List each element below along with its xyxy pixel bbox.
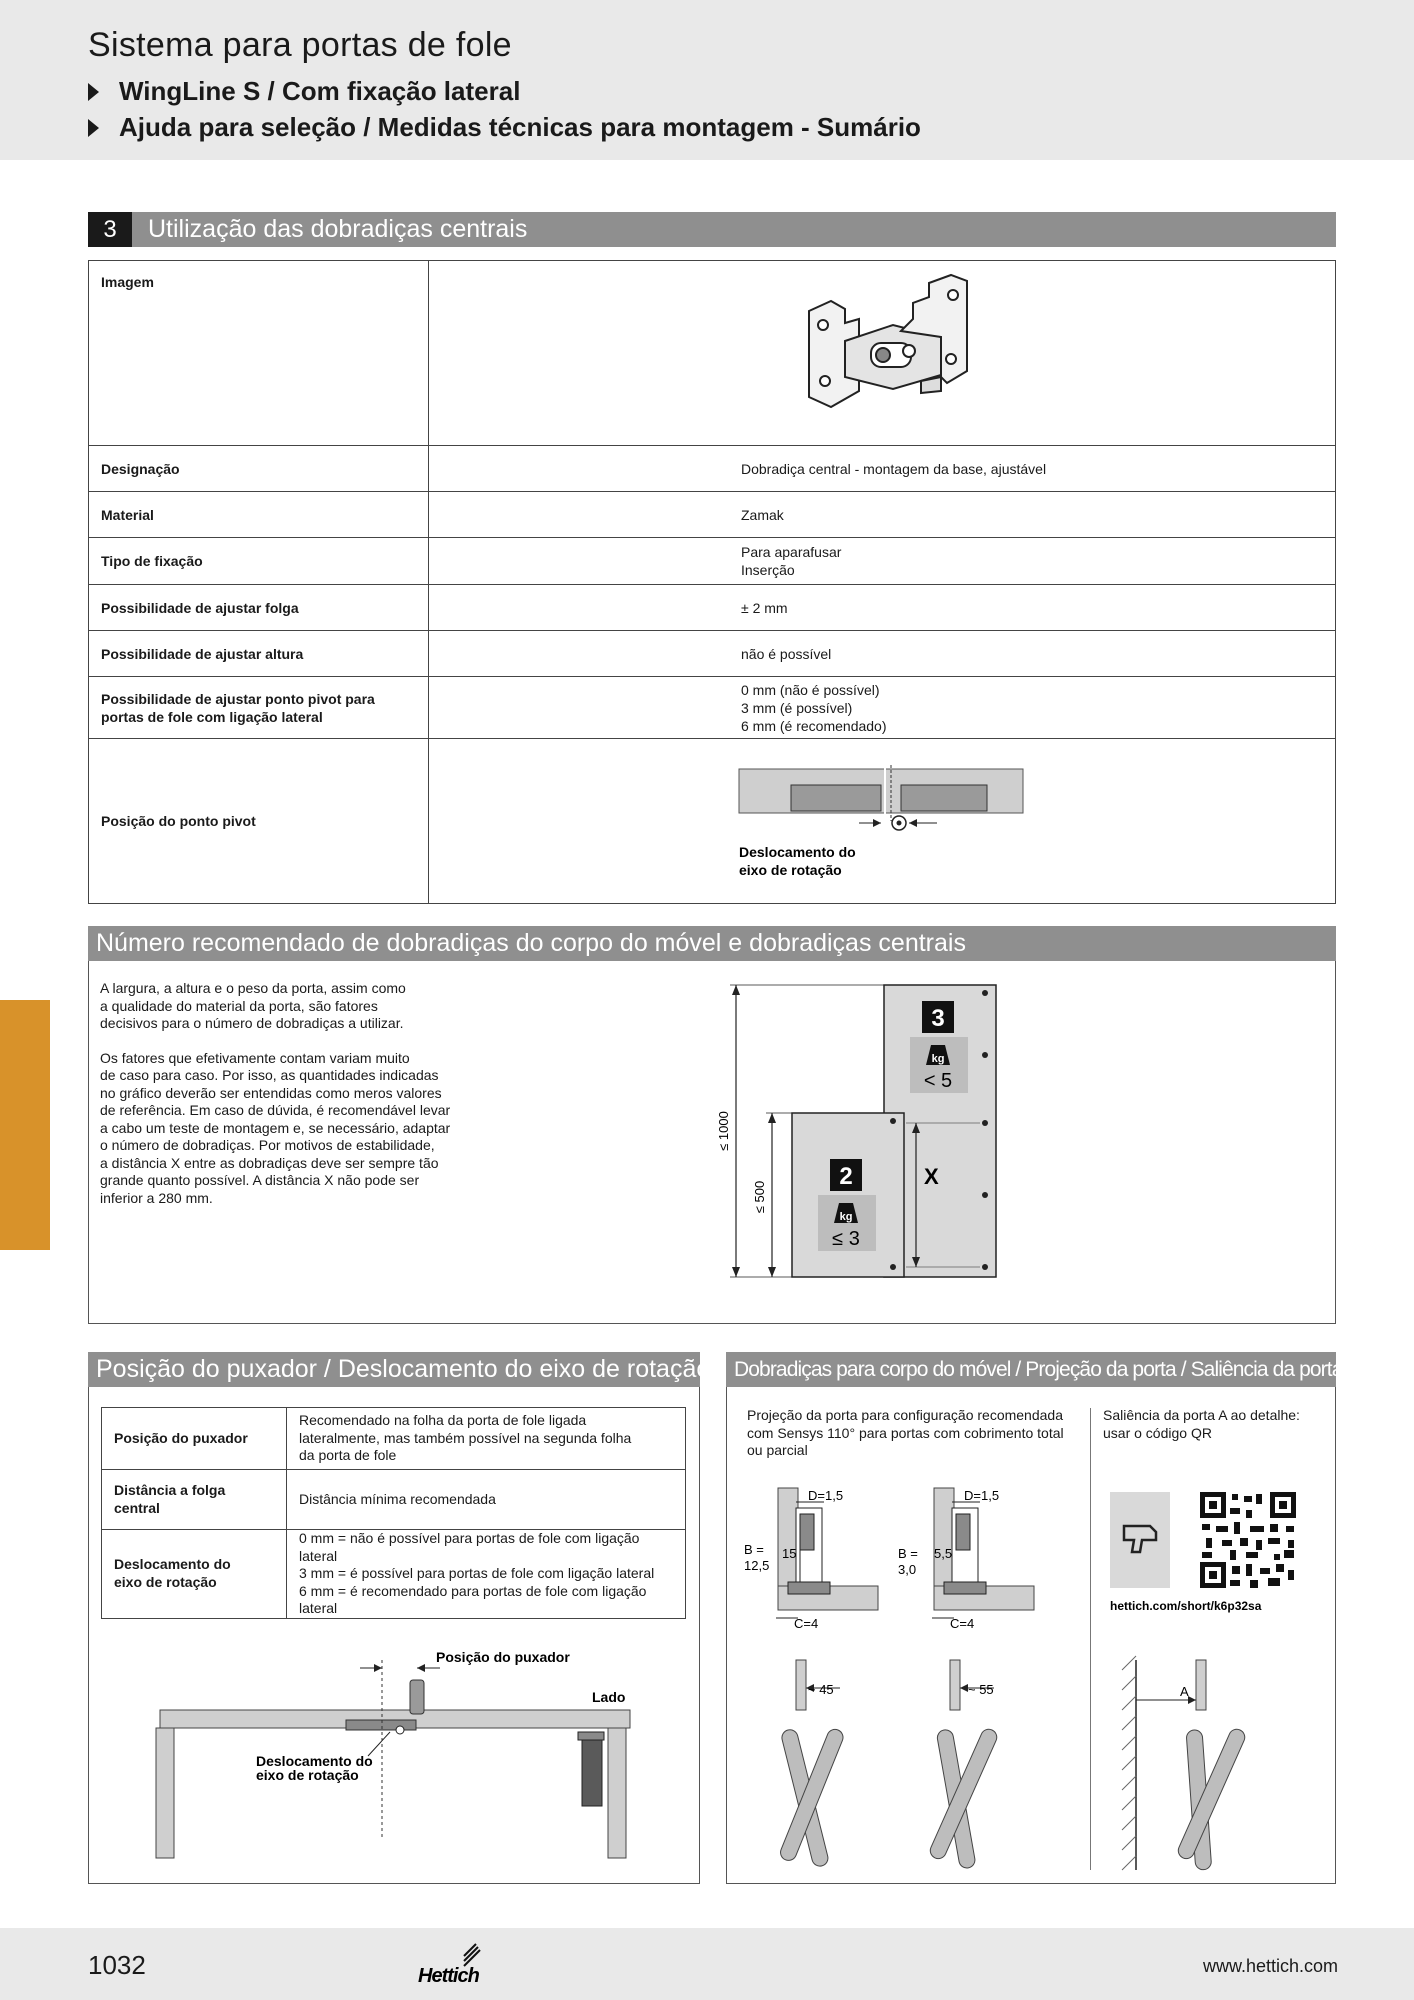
page-footer <box>0 1928 1414 2000</box>
footer-url[interactable]: www.hettich.com <box>1202 1956 1338 1976</box>
hinge-count-title: Número recomendado de dobradiças do corpo do móvel e dobradiças centrais <box>96 929 966 957</box>
table-row <box>89 631 1336 677</box>
text-line: a cabo um teste de montagem e, se necessário, adaptar <box>100 1119 451 1136</box>
row-key: Posição do ponto pivot <box>89 739 429 904</box>
row-key: Possibilidade de ajustar altura <box>89 631 429 677</box>
table-row <box>102 1408 686 1470</box>
qr-code-icon <box>1200 1492 1296 1588</box>
table-row <box>89 677 1336 739</box>
section-3-table <box>88 260 1336 904</box>
projection-diagram-1 <box>740 1478 890 1638</box>
brand-name: Hettich <box>418 1965 479 1986</box>
d2-B1: B = <box>898 1546 918 1561</box>
table-row <box>89 585 1336 631</box>
hettich-logo <box>418 1942 498 1991</box>
dim-large-label: ≤ 1000 <box>716 1111 731 1151</box>
table-row <box>89 261 1336 446</box>
value-line: da porta de fole <box>299 1447 397 1464</box>
text-line: Projeção da porta para configuração recomendada <box>747 1407 1063 1423</box>
key-line: Possibilidade de ajustar ponto pivot para <box>101 690 375 707</box>
text-line: o número de dobradiças. Por motivos de estabilidade, <box>100 1137 435 1153</box>
text-line: Saliência da porta A ao detalhe: <box>1103 1407 1300 1423</box>
table-row <box>102 1470 686 1530</box>
weight-small-label: ≤ 3 <box>832 1228 860 1250</box>
value-line: 6 mm = é recomendado para portas de fole com ligação lateral <box>299 1582 647 1616</box>
value-line: 3 mm (é possível) <box>741 699 853 716</box>
hinge-image-cell <box>429 261 1336 446</box>
handle-diagram <box>150 1640 650 1860</box>
value-line: Para aparafusar <box>741 544 842 560</box>
hinge-count-text <box>100 980 560 1207</box>
text-line: com Sensys 110° para portas com cobrimento total <box>747 1424 1064 1441</box>
row-key: Designação <box>89 446 429 492</box>
row-key <box>89 677 429 739</box>
text-line: de caso para caso. Por isso, as quantidades indicadas <box>100 1067 439 1083</box>
row-value <box>429 677 1336 739</box>
hinges-bar <box>726 1352 1343 1387</box>
qr-block <box>1110 1492 1300 1614</box>
row-value: Zamak <box>429 492 1336 538</box>
d2-D: D=1,5 <box>964 1488 1000 1503</box>
projection-text <box>747 1407 1087 1460</box>
page-subtitle-1 <box>88 76 520 107</box>
pivot-label-2: eixo de rotação <box>739 862 842 878</box>
value-line: Recomendado na folha da porta de fole ligada <box>299 1412 587 1429</box>
d1-B1: B = <box>744 1542 764 1557</box>
row-key: Distância a folga central <box>102 1470 287 1530</box>
row-key: Imagem <box>89 261 429 446</box>
page-subtitle-2 <box>88 112 921 143</box>
text-line: a qualidade do material da porta, são fatores <box>100 997 378 1014</box>
key-line: Deslocamento do <box>114 1556 231 1573</box>
hinge-count-bar <box>88 926 1336 961</box>
shift-label-2: eixo de rotação <box>256 1767 359 1783</box>
key-line: portas de fole com ligação lateral <box>101 708 323 725</box>
text-line: a distância X entre as dobradiças deve ser sempre tão <box>100 1154 439 1171</box>
count-large-label: 3 <box>931 1005 945 1032</box>
qr-url: hettich.com/short/k6p32sa <box>1110 1599 1262 1613</box>
section-number: 3 <box>88 212 132 247</box>
handle-pos-label: Posição do puxador <box>436 1649 570 1665</box>
text-line: Os fatores que efetivamente contam variam muito <box>100 1049 410 1066</box>
side-label: Lado <box>592 1689 626 1705</box>
hinge-count-diagram <box>700 975 1020 1285</box>
text-line: de referência. Em caso de dúvida, é recomendável levar <box>100 1102 451 1118</box>
page-number: 1032 <box>88 1950 146 1980</box>
row-key: Posição do puxador <box>102 1408 287 1470</box>
pivot-diagram-cell <box>429 739 1336 904</box>
kg-label: kg <box>931 1053 945 1065</box>
value-line: 6 mm (é recomendado) <box>741 717 887 734</box>
text-line: ou parcial <box>747 1442 808 1458</box>
page-header <box>0 0 1414 160</box>
table-row <box>89 492 1336 538</box>
weight-large-label: < 5 <box>923 1070 953 1092</box>
d1-H: 15 <box>782 1546 797 1561</box>
row-key: Possibilidade de ajustar folga <box>89 585 429 631</box>
d1-angle: ~ 45 <box>808 1682 834 1697</box>
d2-angle: ~ 55 <box>968 1682 994 1697</box>
dist-x-label: X <box>924 1164 939 1189</box>
value-line: lateralmente, mas também possível na segunda folha <box>299 1429 632 1446</box>
table-row <box>89 739 1336 904</box>
text-line: grande quanto possível. A distância X não pode ser <box>100 1172 420 1188</box>
pivot-position-diagram <box>429 739 1335 899</box>
value-line: 3 mm = é possível para portas de fole com ligação lateral <box>299 1565 655 1581</box>
hettich-logo-icon <box>418 1942 498 1986</box>
page-title: Sistema para portas de fole <box>88 26 512 64</box>
chapter-side-tab <box>0 1000 50 1250</box>
table-row <box>89 446 1336 492</box>
text-line: decisivos para o número de dobradiças a utilizar. <box>100 1015 404 1031</box>
row-value <box>287 1530 686 1619</box>
d1-C: C=4 <box>794 1616 819 1631</box>
row-value: Distância mínima recomendada <box>287 1470 686 1530</box>
overhang-text <box>1103 1407 1333 1442</box>
subtitle-2-text: Ajuda para seleção / Medidas técnicas para montagem - Sumário <box>119 112 921 142</box>
text-line: A largura, a altura e o peso da porta, assim como <box>100 980 406 996</box>
triangle-bullet-icon <box>88 119 99 137</box>
table-row <box>102 1530 686 1619</box>
row-value: ± 2 mm <box>429 585 1336 631</box>
row-key: Tipo de fixação <box>89 538 429 585</box>
d3-A: A <box>1180 1684 1189 1699</box>
row-key: Material <box>89 492 429 538</box>
key-line: eixo de rotação <box>114 1573 217 1590</box>
row-value: não é possível <box>429 631 1336 677</box>
door-angle-diagrams <box>740 1650 1330 1878</box>
d2-B2: 3,0 <box>898 1562 917 1577</box>
pivot-label-1: Deslocamento do <box>739 844 856 860</box>
handle-bar <box>88 1352 711 1387</box>
row-key <box>102 1530 287 1619</box>
row-value <box>287 1408 686 1470</box>
subtitle-1-text: WingLine S / Com fixação lateral <box>119 76 521 106</box>
text-line: no gráfico deverão ser entendidas como meros valores <box>100 1084 442 1101</box>
triangle-bullet-icon <box>88 83 99 101</box>
shift-label-1: Deslocamento do <box>256 1753 373 1769</box>
hinges-title: Dobradiças para corpo do móvel / Projeção da porta / Saliência da porta <box>734 1357 1343 1381</box>
section-3-title: Utilização das dobradiças centrais <box>148 215 528 243</box>
handle-title: Posição do puxador / Deslocamento do eixo de rotação <box>96 1355 711 1383</box>
value-line: 0 mm = não é possível para portas de fole com ligação lateral <box>299 1530 640 1564</box>
projection-diagram-2 <box>890 1478 1040 1638</box>
count-small-label: 2 <box>839 1163 853 1190</box>
text-line: inferior a 280 mm. <box>100 1189 213 1206</box>
row-value <box>429 538 1336 585</box>
section-3-bar <box>88 212 1336 247</box>
text-line: usar o código QR <box>1103 1424 1212 1441</box>
row-value: Dobradiça central - montagem da base, ajustável <box>429 446 1336 492</box>
d1-D: D=1,5 <box>808 1488 844 1503</box>
handle-table <box>101 1407 686 1619</box>
value-line: 0 mm (não é possível) <box>741 681 880 698</box>
d2-C: C=4 <box>950 1616 975 1631</box>
d1-B2: 12,5 <box>744 1558 770 1573</box>
dim-small-label: ≤ 500 <box>752 1180 767 1214</box>
table-row <box>89 538 1336 585</box>
d2-H: 5,5 <box>934 1546 953 1561</box>
value-line: Inserção <box>741 562 795 578</box>
kg-label: kg <box>839 1211 853 1223</box>
central-hinge-image <box>429 261 1335 441</box>
